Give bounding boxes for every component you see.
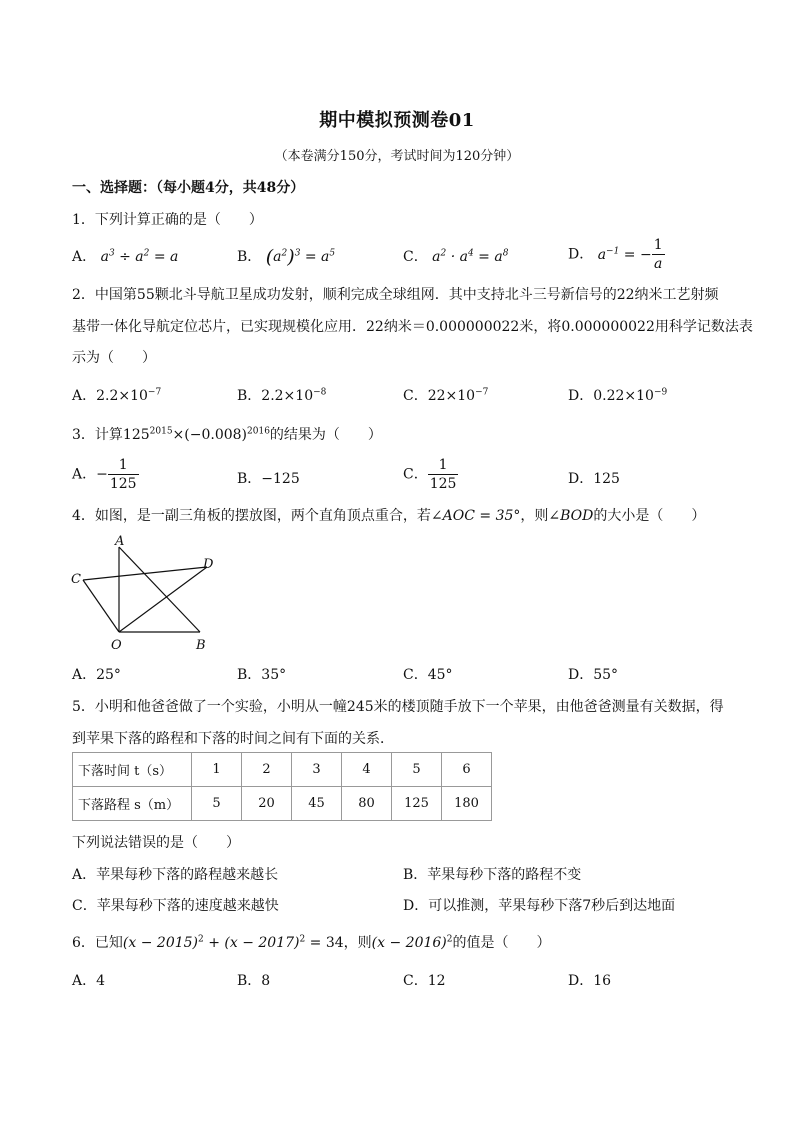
triangle-figure	[66, 532, 226, 656]
q1-eq-d: $a^{-1}$ = −	[597, 245, 652, 263]
table-cell: 125	[392, 787, 442, 821]
q3-option-b: B．−125	[237, 471, 300, 487]
fall-data-table	[72, 752, 492, 821]
q2-option-a: A．$2.2\times 10^{-7}$	[72, 387, 162, 404]
table-cell: 4	[342, 753, 392, 787]
q5-option-a: A．苹果每秒下落的路程越来越长	[72, 867, 279, 883]
q1-eq-c: $a^2 \cdot a^4 = a^8$	[432, 248, 509, 265]
q6-option-a: A．4	[72, 973, 106, 989]
q4-option-d: D．55°	[568, 667, 619, 683]
table-cell: 1	[192, 753, 242, 787]
segment-ab	[119, 547, 200, 632]
q1-option-a: A． $a^3 \div a^2 = a$	[72, 248, 179, 265]
q1-eq-a: $a^3 \div a^2 = a$	[100, 248, 179, 265]
q2-option-d: D．$0.22\times 10^{-9}$	[568, 387, 668, 404]
table-row	[73, 753, 492, 787]
q3-option-c: C． $\frac{1}{125}$	[403, 457, 457, 492]
q3-stem: 3．计算$125^{2015}\times(-0.008)^{2016}$的结果为（ ）	[72, 426, 382, 443]
q1-option-d: D． $a^{-1}$ = − $\frac{1}{a}$	[568, 237, 663, 272]
label-d: D	[203, 557, 214, 572]
q3-option-a: A．− $\frac{1}{125}$	[72, 457, 137, 492]
table-cell: 5	[192, 787, 242, 821]
section-heading: 一、选择题：（每小题4分，共48分）	[72, 180, 305, 196]
table-cell: 180	[442, 787, 492, 821]
q1-stem: 1．下列计算正确的是（ ）	[72, 212, 263, 228]
label-b: B	[196, 638, 206, 653]
table-row-header: 下落路程 s（m）	[73, 787, 192, 821]
q4-option-c: C．45°	[403, 667, 453, 683]
q1-option-b: B． $(a^2)^3 = a^5$	[237, 246, 336, 268]
q6-stem: 6．已知$(x - 2015)^2 + (x - 2017)^2 = 34$，则$(x - 2016)^2$的值是（ ）	[72, 934, 551, 951]
q4-option-a: A．25°	[72, 667, 121, 683]
q5-line-1: 5．小明和他爸爸做了一个实验，小明从一幢245米的楼顶随手放下一个苹果，由他爸爸测量有关数据，得	[72, 699, 724, 715]
q4-stem: 4．如图，是一副三角板的摆放图，两个直角顶点重合，若∠AOC = 35°，则∠BOD的大小是（ ）	[72, 508, 706, 524]
table-cell: 45	[292, 787, 342, 821]
label-c: C	[71, 572, 81, 587]
q1-option-c: C． $a^2 \cdot a^4 = a^8$	[403, 248, 509, 265]
q6-option-b: B．8	[237, 973, 271, 989]
q3-option-d: D．125	[568, 471, 620, 487]
q2-line-1: 2．中国第55颗北斗导航卫星成功发射，顺利完成全球组网．其中支持北斗三号新信号的22纳米工艺射频	[72, 287, 719, 303]
q2-option-c: C．$22\times 10^{-7}$	[403, 387, 489, 404]
q4-option-b: B．35°	[237, 667, 287, 683]
table-row-header: 下落时间 t（s）	[73, 753, 192, 787]
q5-option-c: C．苹果每秒下落的速度越来越快	[72, 898, 279, 914]
table-cell: 80	[342, 787, 392, 821]
table-cell: 5	[392, 753, 442, 787]
table-cell: 3	[292, 753, 342, 787]
q5-option-d: D．可以推测，苹果每秒下落7秒后到达地面	[403, 898, 676, 914]
q6-option-c: C．12	[403, 973, 446, 989]
q5-line-2: 到苹果下落的路程和下落的时间之间有下面的关系．	[72, 731, 394, 747]
segment-cd	[83, 567, 207, 580]
q5-question: 下列说法错误的是（ ）	[72, 835, 240, 851]
q6-option-d: D．16	[568, 973, 612, 989]
q5-option-b: B．苹果每秒下落的路程不变	[403, 867, 582, 883]
segment-od	[119, 567, 207, 632]
q1-eq-b: $(a^2)^3 = a^5$	[265, 246, 336, 268]
table-cell: 6	[442, 753, 492, 787]
table-cell: 20	[242, 787, 292, 821]
q2-line-2: 基带一体化导航定位芯片，已实现规模化应用．22纳米＝0.000000022米，将0.000000022用科学记数法表	[72, 319, 753, 335]
q2-option-b: B．$2.2\times 10^{-8}$	[237, 387, 327, 404]
q2-line-3: 示为（ ）	[72, 350, 156, 366]
table-cell: 2	[242, 753, 292, 787]
table-row	[73, 787, 492, 821]
exam-title: 期中模拟预测卷01	[319, 110, 475, 131]
exam-subtitle: （本卷满分150分，考试时间为120分钟）	[274, 149, 520, 164]
label-a: A	[115, 534, 125, 549]
segment-co	[83, 580, 119, 632]
label-o: O	[111, 638, 122, 653]
